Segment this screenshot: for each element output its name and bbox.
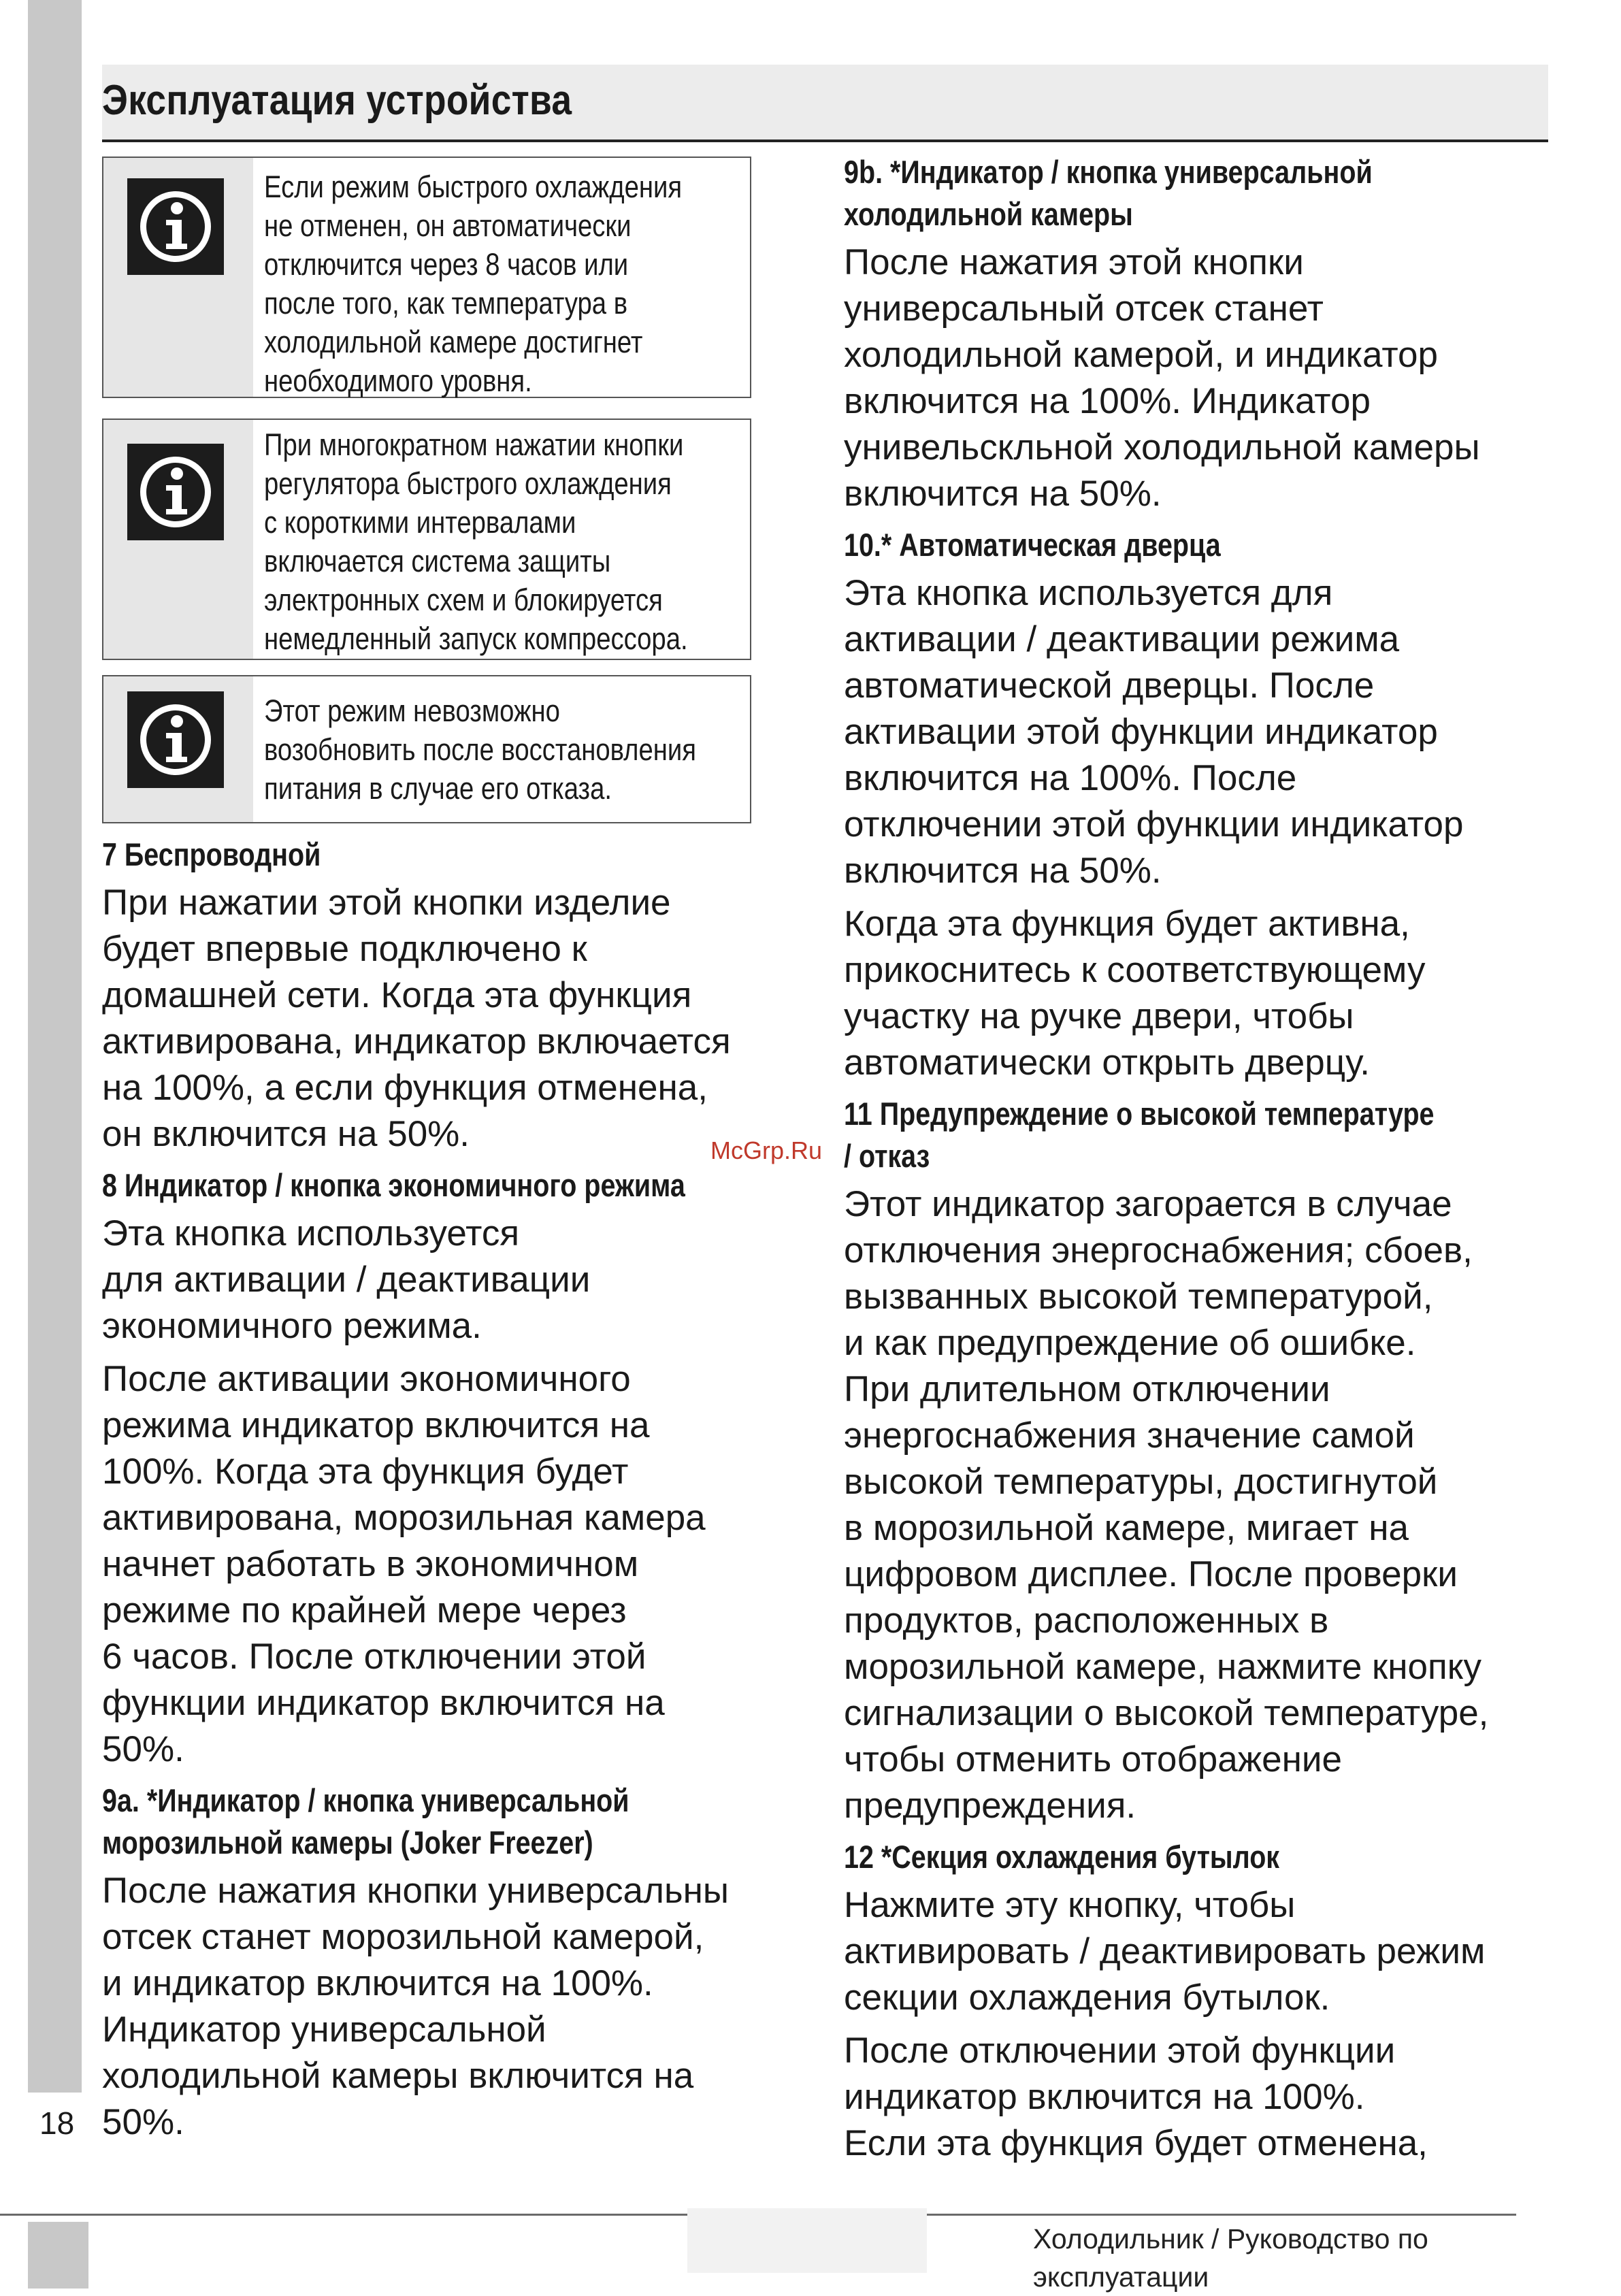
left-sidebar-strip <box>28 0 82 2093</box>
note-box-2 <box>102 419 751 660</box>
section-paragraph: Когда эта функция будет активна, прикоснитесь к соответствующему участку на ручке двери, чтобы автоматически открыть дверцу. <box>844 904 1426 1083</box>
section-title: 9b. *Индикатор / кнопка универсальной холодильной камеры <box>844 154 1373 232</box>
section-paragraph: После активации экономичного режима индикатор включится на 100%. Когда эта функция будет активирована, морозильная камера начнет работать в экономичном режиме по крайней мере через 6 часов. После отключении этой функции индикатор включится на 50%. <box>102 1359 706 1769</box>
section-7 <box>102 834 789 1158</box>
info-icon <box>127 178 224 275</box>
note-text: При многократном нажатии кнопки регулятора быстрого охлаждения с короткими интервалами включается система защиты электронных схем и блокируется немедленный запуск компрессора. <box>264 427 688 656</box>
section-paragraph: После нажатия этой кнопки универсальный отсек станет холодильной камерой, и индикатор включится на 100%. Индикатор унивельскльной холодильной камеры включится на 50%. <box>844 242 1480 514</box>
note-text: Если режим быстрого охлаждения не отменен, он автоматически отключится через 8 часов или после того, как температура в холодильной камере достигнет необходимого уровня. <box>264 169 683 398</box>
footer-text: Холодильник / Руководство по эксплуатации <box>1033 2223 1428 2293</box>
section-paragraph: Эта кнопка используется для активации / деактивации экономичного режима. <box>102 1213 591 1346</box>
section-title: 12 *Секция охлаждения бутылок <box>844 1839 1280 1875</box>
section-title: 9a. *Индикатор / кнопка универсальной морозильной камеры (Joker Freezer) <box>102 1782 629 1860</box>
watermark: McGrp.Ru <box>710 1136 823 1164</box>
note-box-1 <box>102 157 751 398</box>
footer-center-panel <box>687 2208 927 2273</box>
section-paragraph: Этот индикатор загорается в случае отключения энергоснабжения; сбоев, вызванных высокой температурой, и как предупреждение об ошибке. При длительном отключении энергоснабжения значение самой высокой температуры, достигнутой в морозильной камере, мигает на цифровом дисплее. После проверки продуктов, расположенных в морозильной камере, нажмите кнопку сигнализации о высокой температуре, чтобы отменить отображение предупреждения. <box>844 1184 1489 1826</box>
section-11 <box>844 1093 1531 1829</box>
section-title: 10.* Автоматическая дверца <box>844 527 1221 563</box>
section-paragraph: Эта кнопка используется для активации / деактивации режима автоматической дверцы. После активации этой функции индикатор включится на 100%. После отключении этой функции индикатор включится на 50%. <box>844 573 1464 891</box>
section-12 <box>844 1836 1531 2167</box>
info-icon <box>127 444 224 540</box>
section-title: 11 Предупреждение о высокой температуре / отказ <box>844 1096 1435 1174</box>
section-8 <box>102 1164 789 1773</box>
section-paragraph: При нажатии этой кнопки изделие будет впервые подключено к домашней сети. Когда эта функция активирована, индикатор включается на 100%, а если функция отменена, он включится на 50%. <box>102 883 731 1154</box>
header-divider <box>102 140 1548 142</box>
section-paragraph: Нажмите эту кнопку, чтобы активировать / деактивировать режим секции охлаждения бутылок. <box>844 1885 1486 2018</box>
page-number: 18 <box>39 2105 75 2141</box>
footer-gray-square <box>28 2222 88 2289</box>
note-box-3 <box>102 675 751 823</box>
section-10 <box>844 524 1531 1086</box>
section-paragraph: После отключении этой функции индикатор включится на 100%. Если эта функция будет отменена, <box>844 2031 1428 2163</box>
section-9a <box>102 1780 789 2146</box>
right-column <box>844 151 1531 2174</box>
section-title: 7 Беспроводной <box>102 836 321 872</box>
section-9b <box>844 151 1531 517</box>
section-paragraph: После нажатия кнопки универсальны отсек станет морозильной камерой, и индикатор включится на 100%. Индикатор универсальной холодильной камеры включится на 50%. <box>102 1871 729 2142</box>
note-text: Этот режим невозможно возобновить после восстановления питания в случае его отказа. <box>264 693 696 806</box>
page-title: Эксплуатация устройства <box>102 77 572 124</box>
section-title: 8 Индикатор / кнопка экономичного режима <box>102 1167 685 1203</box>
info-icon <box>127 691 224 788</box>
left-column <box>102 834 789 2152</box>
